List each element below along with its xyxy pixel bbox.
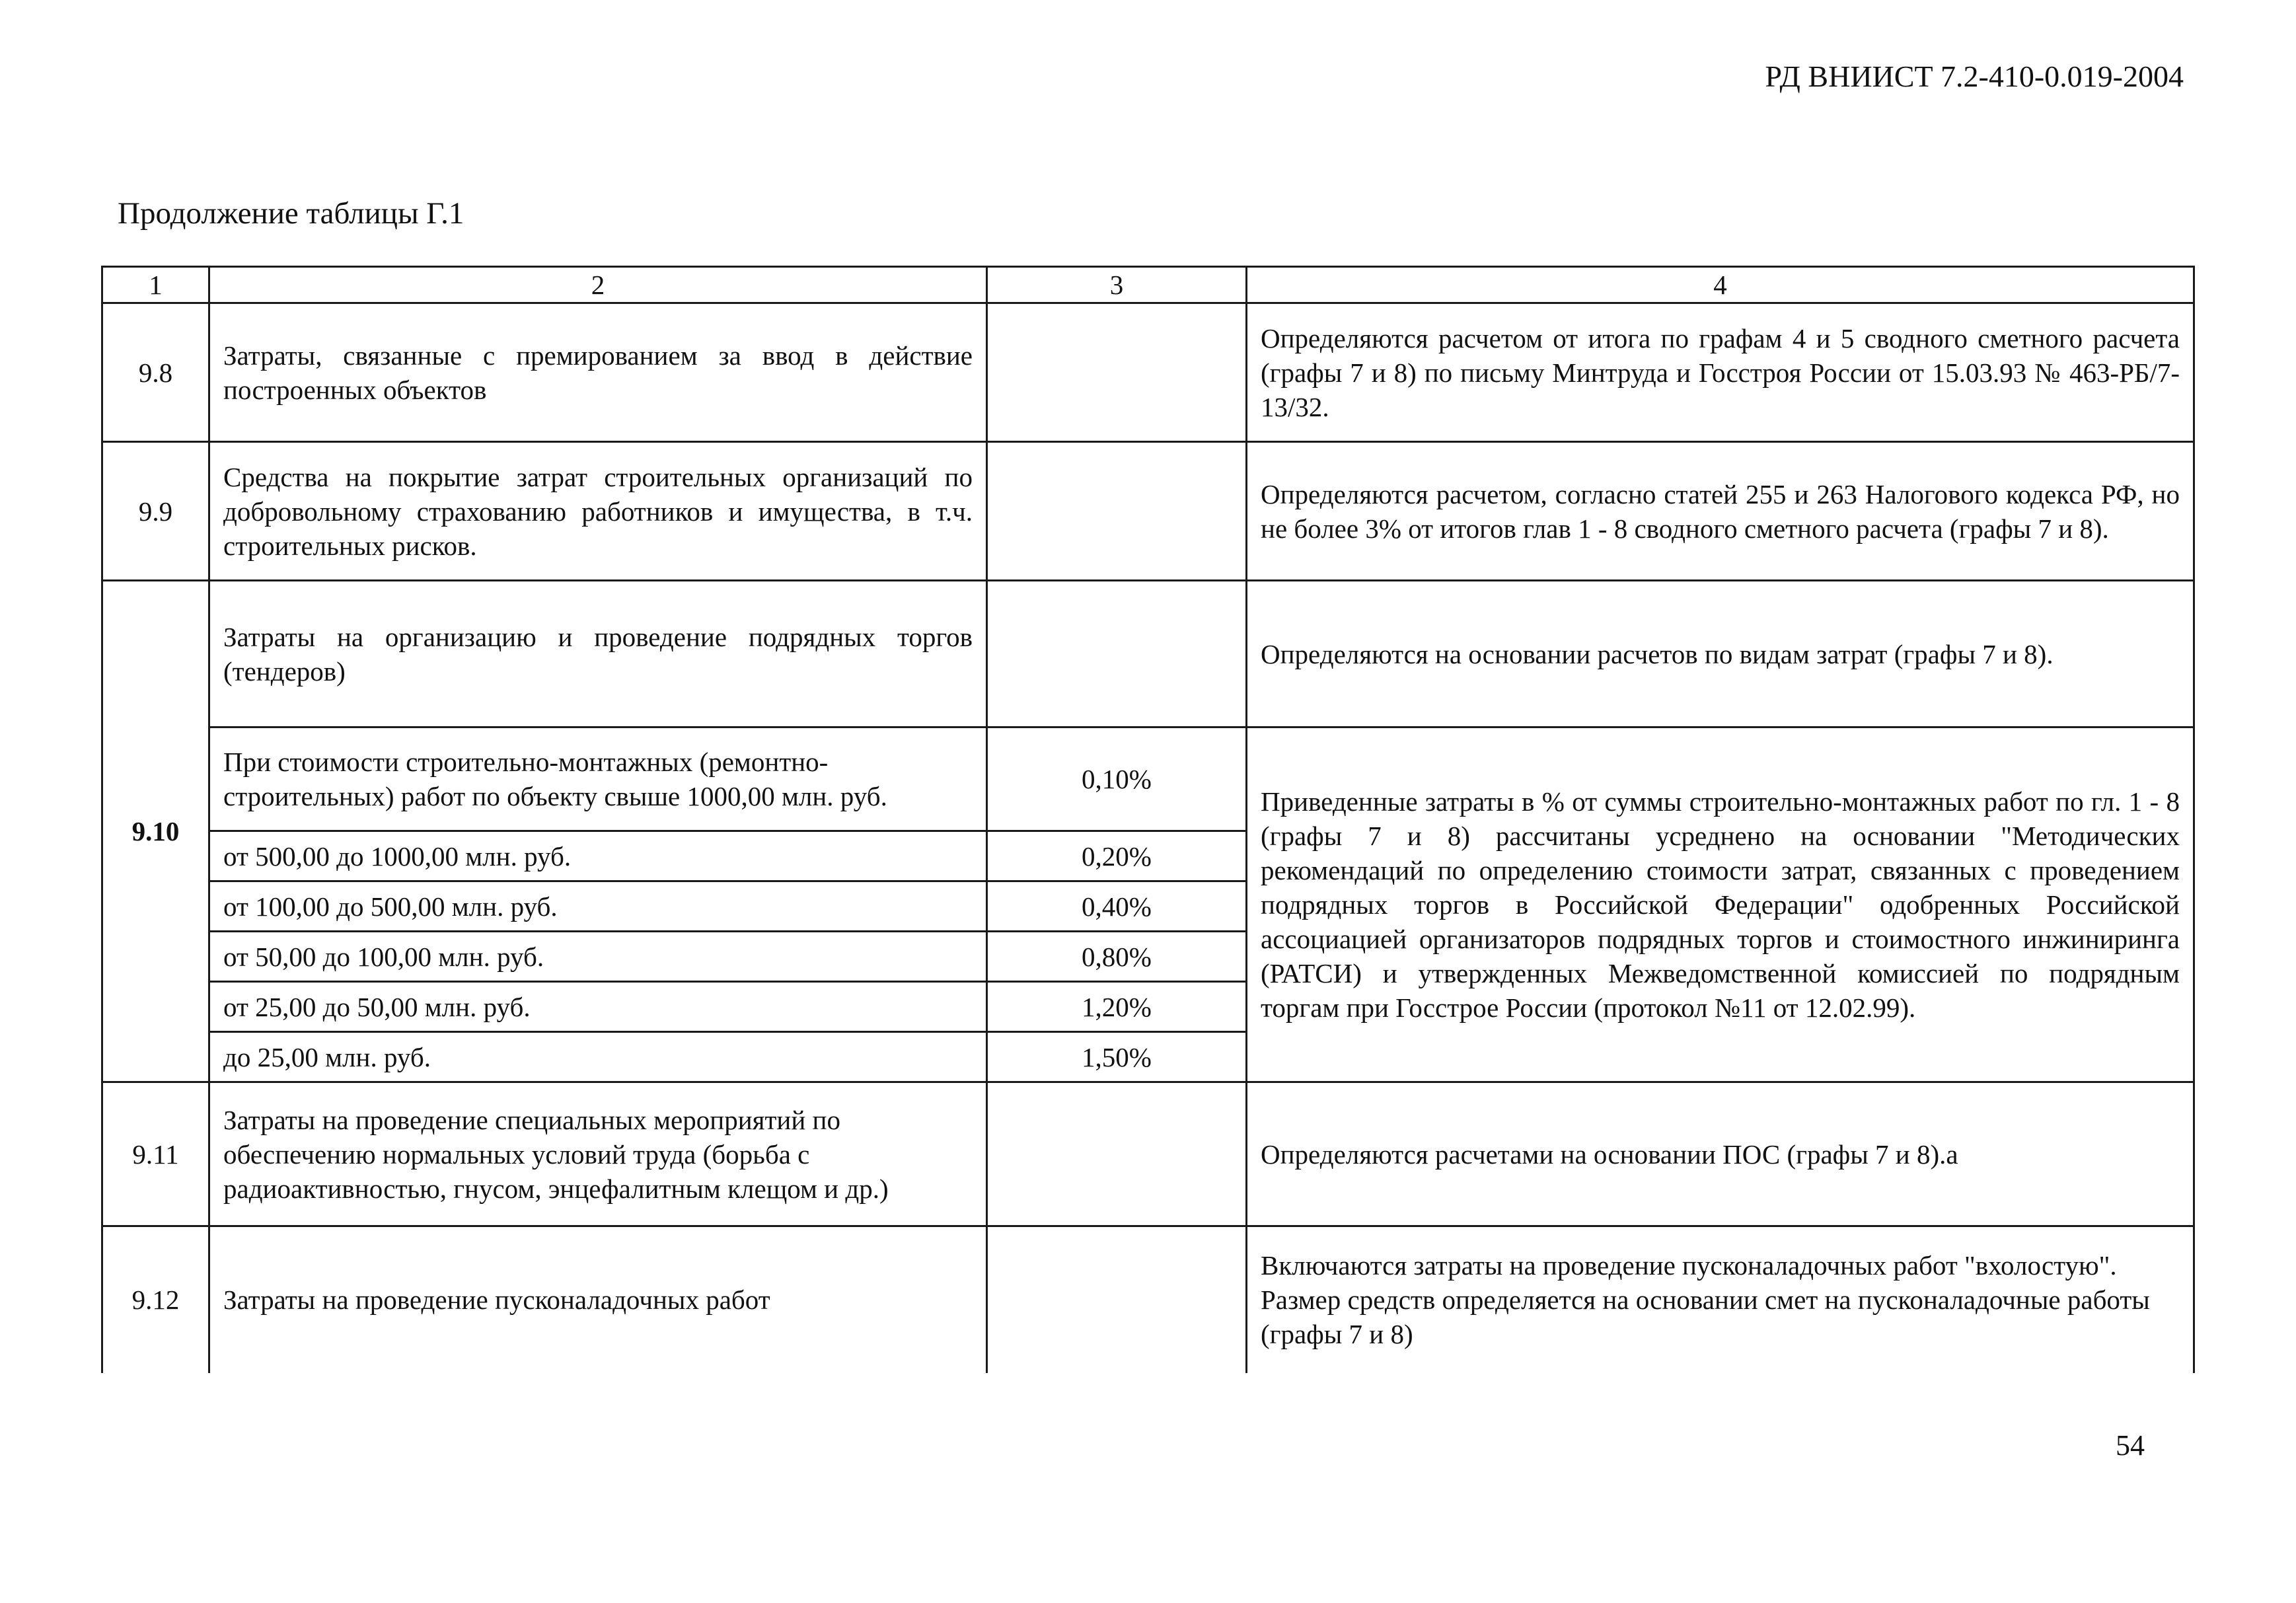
row-number: 9.11 <box>102 1082 209 1226</box>
table-row-9-9 <box>102 442 2194 581</box>
cost-item-name: Затраты на проведение пусконаладочных работ <box>209 1226 987 1373</box>
cost-item-name: Средства на покрытие затрат строительных организаций по добровольному страхованию работников и имущества, в т.ч. строительных рисков. <box>209 442 987 581</box>
row-number: 9.12 <box>102 1226 209 1373</box>
cost-item-name: Затраты на организацию и проведение подрядных торгов (тендеров) <box>209 581 987 727</box>
page-number: 54 <box>2116 1429 2145 1462</box>
column-header-3: 3 <box>987 267 1247 303</box>
tier-label: от 100,00 до 500,00 млн. руб. <box>209 881 987 932</box>
calculation-note: Определяются расчетом, согласно статей 255 и 263 Налогового кодекса РФ, но не более 3% от итогов глав 1 - 8 сводного сметного расчета (графы 7 и 8). <box>1247 442 2194 581</box>
tier-rate: 0,80% <box>987 932 1247 982</box>
table-row-9-12 <box>102 1226 2194 1373</box>
tier-label: от 500,00 до 1000,00 млн. руб. <box>209 831 987 881</box>
calculation-note: Определяются расчетом от итога по графам 4 и 5 сводного сметного расчета (графы 7 и 8) по письму Минтруда и Госстроя России от 15.03.93 № 463-РБ/7-13/32. <box>1247 303 2194 442</box>
methodology-note: Приведенные затраты в % от суммы строительно-монтажных работ по гл. 1 - 8 (графы 7 и 8) рассчитаны усреднено на основании "Методических рекомендаций по определению стоимости затрат, связанных с проведением подрядных торгов в Российской Федерации" одобренных Российской ассоциацией организаторов подрядных торгов и стоимостного инжиниринга (РАТСИ) и утвержденных Межведомственной комиссией по подрядным торгам при Госстрое России (протокол №11 от 12.02.99). <box>1247 727 2194 1082</box>
tier-rate: 0,20% <box>987 831 1247 881</box>
tier-label: от 25,00 до 50,00 млн. руб. <box>209 982 987 1032</box>
tier-rate: 1,50% <box>987 1032 1247 1082</box>
cost-item-name: Затраты, связанные с премированием за ввод в действие построенных объектов <box>209 303 987 442</box>
tier-rate: 1,20% <box>987 982 1247 1032</box>
rate-cell <box>987 1082 1247 1226</box>
rate-cell <box>987 1226 1247 1373</box>
rate-cell <box>987 303 1247 442</box>
table-continuation-title: Продолжение таблицы Г.1 <box>118 196 464 231</box>
table-g1 <box>101 266 2195 1373</box>
table-row-9-11 <box>102 1082 2194 1226</box>
tier-label: от 50,00 до 100,00 млн. руб. <box>209 932 987 982</box>
row-number: 9.10 <box>102 581 209 1082</box>
tier-rate: 0,10% <box>987 727 1247 831</box>
table-row-9-10 <box>102 581 2194 727</box>
rate-cell <box>987 581 1247 727</box>
tier-rate: 0,40% <box>987 881 1247 932</box>
document-code: РД ВНИИСТ 7.2-410-0.019-2004 <box>1765 59 2184 93</box>
table-header-row <box>102 267 2194 303</box>
calculation-note: Включаются затраты на проведение пусконаладочных работ "вхолостую". Размер средств определяется на основании смет на пусконаладочные работы (графы 7 и 8) <box>1247 1226 2194 1373</box>
tier-label: до 25,00 млн. руб. <box>209 1032 987 1082</box>
calculation-note: Определяются расчетами на основании ПОС (графы 7 и 8).а <box>1247 1082 2194 1226</box>
cost-item-name: Затраты на проведение специальных мероприятий по обеспечению нормальных условий труда (борьба с радиоактивностью, гнусом, энцефалитным клещом и др.) <box>209 1082 987 1226</box>
row-number: 9.9 <box>102 442 209 581</box>
row-number: 9.8 <box>102 303 209 442</box>
rate-cell <box>987 442 1247 581</box>
tier-row <box>102 727 2194 831</box>
column-header-1: 1 <box>102 267 209 303</box>
calculation-note: Определяются на основании расчетов по видам затрат (графы 7 и 8). <box>1247 581 2194 727</box>
table-row-9-8 <box>102 303 2194 442</box>
column-header-4: 4 <box>1247 267 2194 303</box>
tier-label: При стоимости строительно-монтажных (ремонтно-строительных) работ по объекту свыше 1000,00 млн. руб. <box>209 727 987 831</box>
column-header-2: 2 <box>209 267 987 303</box>
